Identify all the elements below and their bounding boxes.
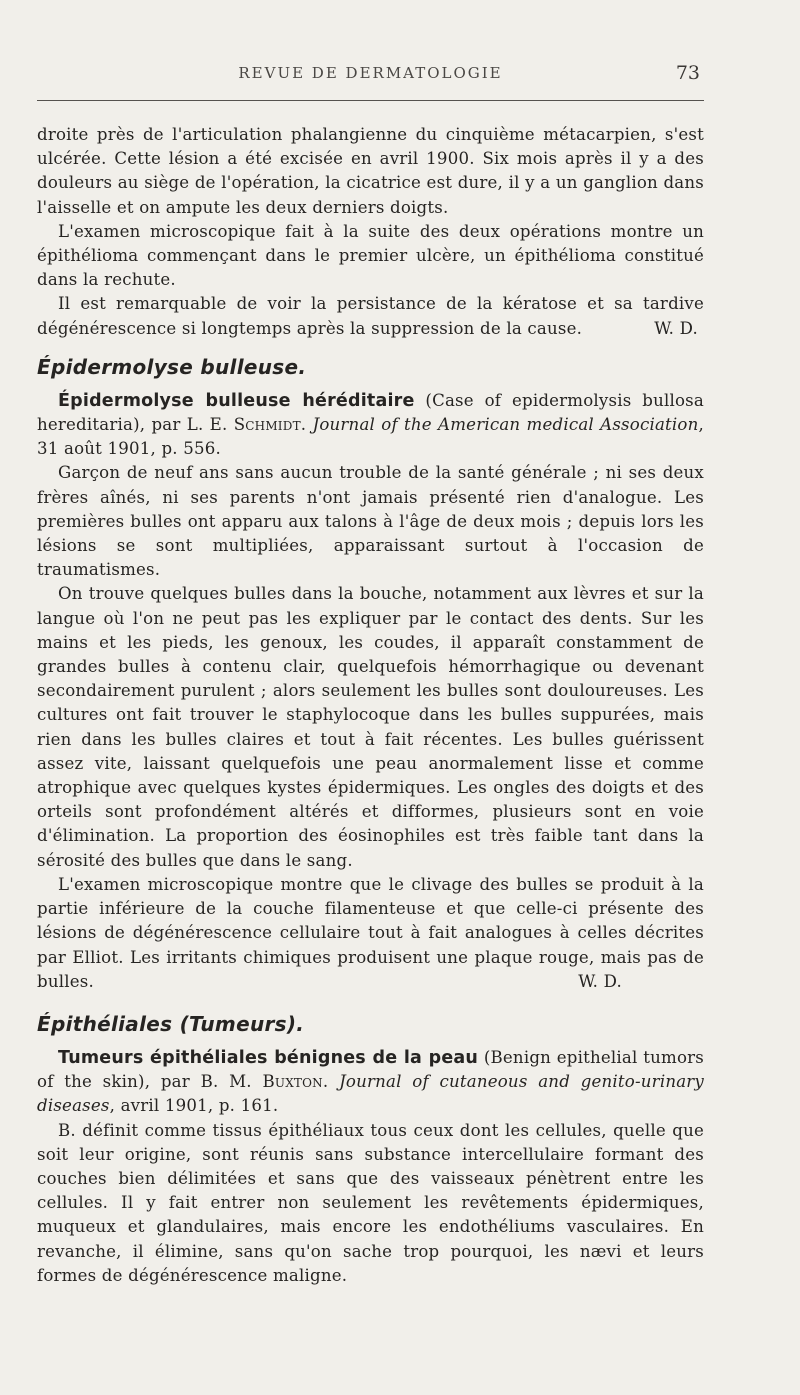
article-ref-2b: . — [322, 1072, 329, 1092]
intro-paragraph-3-text: Il est remarquable de voir la persistance de la kératose et sa tardive dégénérescence si longtemps après la suppression de la cause. — [37, 294, 704, 338]
section2-paragraph-1: B. définit comme tissus épithéliaux tous ceux dont les cellules, quelle que soit leur origine, sont réunis sans substance intercellulaire formant des couches bien délimitées et sans que des vaisseaux pénètrent entre les cellules. Il y fait entrer non seulement les revêtements épidermiques, muqueux et glandulaires, mais encore les endothéliums vasculaires. En revanche, il élimine, sans qu'on sache trop pourquoi, les nævi et leurs formes de dégénérescence maligne. — [37, 1120, 704, 1285]
article-citation-2 — [37, 1046, 704, 1119]
running-head — [37, 64, 704, 88]
article-ref-1b: . — [300, 415, 307, 435]
intro-signature: W. D. — [654, 318, 698, 338]
article-ref-1a: (Case of epidermolysis bullosa hereditaria), par L. E. — [37, 390, 704, 435]
intro-paragraph-1: droite près de l'articulation phalangienne du cinquième métacarpien, s'est ulcérée. Cette lésion a été excisée en avril 1900. Six mois après il y a des douleurs au siège de l'opération, la cicatrice est dure, il y a un ganglion dans l'aisselle et on ampute les deux derniers doigts. — [37, 125, 704, 217]
section-heading-epidermolyse: Épidermolyse bulleuse. — [37, 354, 307, 379]
running-title: REVUE DE DERMATOLOGIE — [238, 64, 503, 82]
body-text — [37, 123, 704, 1288]
intro-paragraph-3 — [37, 292, 704, 340]
section1-paragraph-2: On trouve quelques bulles dans la bouche, notamment aux lèvres et sur la langue où l'on ne peut pas les expliquer par le contact des dents. Sur les mains et les pieds, les genoux, les coudes, il apparaît constamment de grandes bulles à contenu clair, quelquefois hémorrhagique ou devenant secondairement purulent ; alors seulement les bulles sont douloureuses. Les cultures ont fait trouver le staphylocoque dans les bulles suppurées, mais rien dans les bulles claires et tout à fait récentes. Les bulles guérissent assez vite, laissant quelquefois une peau anormalement lisse et comme atrophique avec quelques kystes épidermiques. Les ongles des doigts et des orteils sont profondément altérés et difformes, plusieurs sont en voie d'élimination. La proportion des éosinophiles est très faible tant dans la sérosité des bulles que dans le sang. — [37, 584, 704, 870]
article-title-1: Épidermolyse bulleuse héréditaire — [58, 390, 415, 411]
article-title-2: Tumeurs épithéliales bénignes de la peau — [58, 1047, 479, 1068]
section1-signature: W. D. — [578, 971, 622, 991]
article-citation-1 — [37, 389, 704, 462]
intro-paragraph-2: L'examen microscopique fait à la suite des deux opérations montre un épithélioma commençant dans le premier ulcère, un épithélioma constitué dans la rechute. — [37, 221, 704, 290]
article-journal-1: Journal of the American medical Association — [312, 415, 699, 435]
article-journal-2: Journal of cutaneous and genito-urinary diseases — [37, 1072, 705, 1116]
article-author-2: Buxton — [262, 1072, 323, 1092]
section1-paragraph-3-text: L'examen microscopique montre que le clivage des bulles se produit à la partie inférieure de la couche filamenteuse et que celle-ci présente des lésions de dégénérescence cellulaire tout à fait analogues à celles décrites par Elliot. Les irritants chimiques produisent une plaque rouge, mais pas de bulles. — [37, 874, 704, 991]
section-heading-epitheliales: Épithéliales (Tumeurs). — [37, 1011, 305, 1036]
section1-paragraph-1: Garçon de neuf ans sans aucun trouble de la santé générale ; ni ses deux frères aînés, ni ses parents n'ont jamais présenté rien d'analogue. Les premières bulles ont apparu aux talons à l'âge de deux mois ; depuis lors les lésions se sont multipliées, apparaissant surtout à l'occasion de traumatismes. — [37, 463, 704, 580]
article-ref-1c: , 31 août 1901, p. 556. — [37, 415, 704, 459]
article-ref-2a: (Benign epithelial tumors of the skin), par B. M. — [37, 1047, 704, 1092]
page-number: 73 — [675, 62, 700, 84]
section1-paragraph-3 — [37, 873, 704, 994]
header-rule — [37, 100, 704, 101]
article-author-1: Schmidt — [233, 415, 301, 435]
article-ref-2c: , avril 1901, p. 161. — [109, 1096, 279, 1116]
